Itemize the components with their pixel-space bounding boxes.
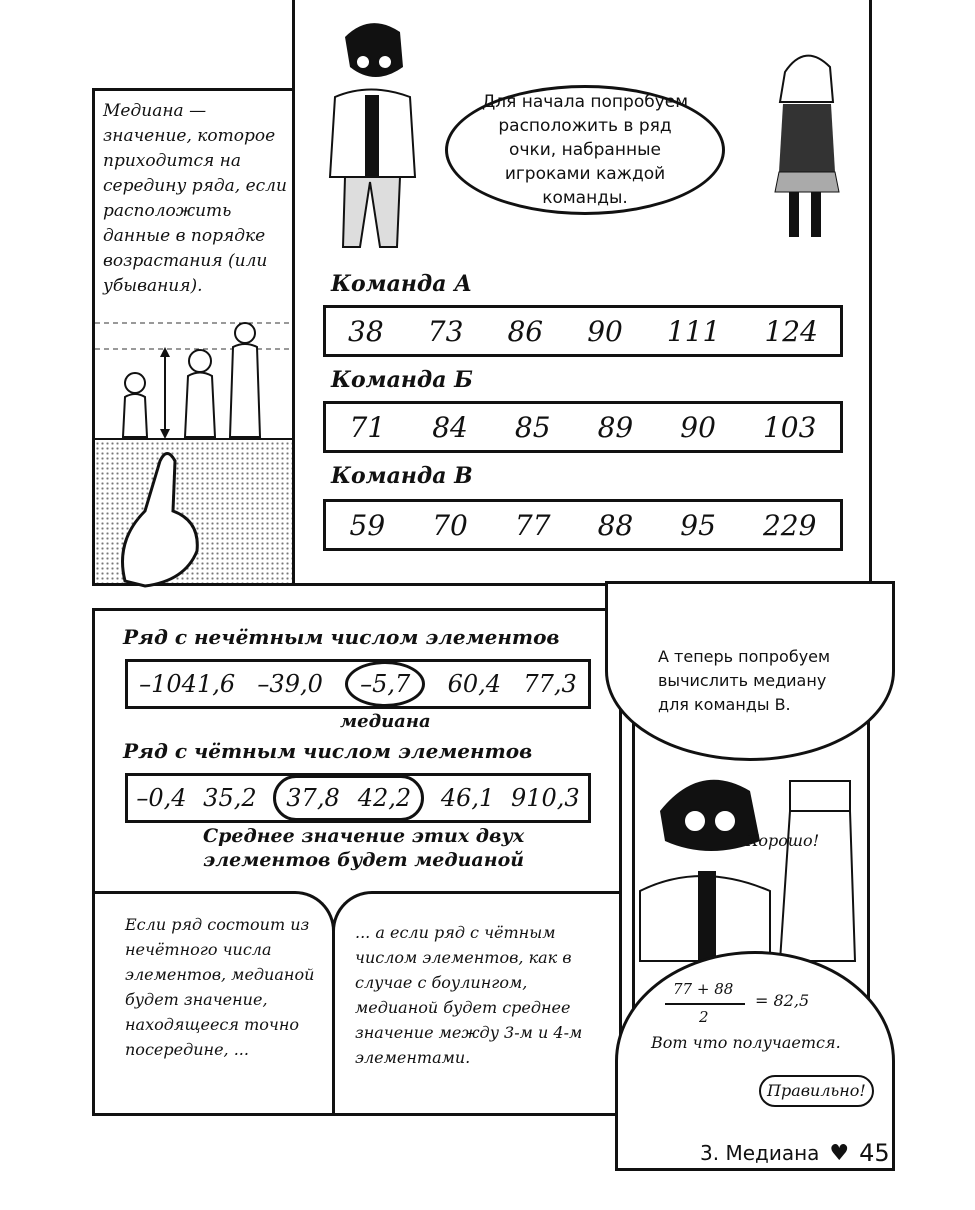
page-footer [700, 1138, 900, 1168]
team-c-value: 70 [432, 508, 468, 542]
median-label: медиана [340, 711, 431, 732]
team-b-value: 84 [432, 410, 468, 444]
explanation-box-left [95, 891, 335, 1113]
definition-text: Медиана — значение, которое приходится на середину ряда, если расположить данные в порядке возрастания (или убывания). [103, 101, 287, 296]
team-b-value: 71 [349, 410, 386, 444]
boy-character [315, 17, 435, 267]
team-a-label: Команда А [331, 271, 473, 297]
even-values-median-pair [273, 775, 424, 821]
team-c-value: 59 [349, 508, 386, 542]
odd-value: –39,0 [257, 670, 323, 698]
chapter-title: 3. Медиана [700, 1141, 820, 1165]
even-note-line1: Среднее значение этих двух [203, 825, 525, 847]
bubble-intro: Для начала попробуем расположить в ряд очки, набранные игроками каждой команды. [445, 85, 725, 215]
even-value: 37,8 [286, 784, 340, 812]
team-a-row [323, 305, 843, 357]
explanation-box-right [332, 891, 619, 1113]
fraction-numerator: 77 + 88 [673, 980, 734, 998]
page-number: 45 [859, 1139, 890, 1167]
even-value: –0,4 [136, 784, 187, 812]
girl-character [765, 42, 855, 242]
panel-definition [92, 88, 295, 586]
odd-value: 77,3 [523, 670, 577, 698]
fraction-result: = 82,5 [755, 991, 810, 1010]
even-value: 35,2 [203, 784, 257, 812]
odd-value: –1041,6 [139, 670, 236, 698]
heart-icon: ♥ [829, 1140, 850, 1166]
team-a-value: 90 [587, 314, 623, 348]
team-b-value: 103 [762, 410, 817, 444]
odd-value: 60,4 [447, 670, 502, 698]
team-c-label: Команда В [331, 463, 473, 489]
correct-text: Правильно! [759, 1075, 874, 1107]
odd-value-median: –5,7 [345, 661, 425, 707]
result-caption: Вот что получается. [651, 1033, 841, 1052]
even-row-label: Ряд с чётным числом элементов [123, 739, 533, 763]
panel-calculate [632, 608, 870, 1116]
team-a-value: 86 [507, 314, 544, 348]
boy-face-illustration [640, 761, 860, 961]
team-b-value: 85 [514, 410, 551, 444]
team-a-value: 38 [348, 314, 384, 348]
fraction-denominator: 2 [699, 1008, 709, 1026]
even-value: 910,3 [510, 784, 580, 812]
even-note-line2: элементов будет медианой [203, 849, 525, 871]
team-b-value: 90 [680, 410, 716, 444]
panel-odd-even [92, 608, 622, 1116]
team-c-row [323, 499, 843, 551]
team-b-row [323, 401, 843, 453]
explanation-odd-text: Если ряд состоит из нечётного числа элементов, медианой будет значение, находящееся точно посередине, ... [125, 915, 315, 1059]
team-c-value: 229 [762, 508, 817, 542]
explanation-even-text: ... а если ряд с чётным числом элементов, как в случае с боулингом, медианой будет среднее значение между 3-м и 4-м элементами. [355, 923, 583, 1067]
ok-text: Хорошо! [747, 831, 820, 850]
pointing-hand-illustration [105, 441, 225, 591]
team-a-value: 73 [427, 314, 464, 348]
odd-row-label: Ряд с нечётным числом элементов [123, 625, 560, 649]
team-b-label: Команда Б [331, 367, 473, 393]
bubble-calculate: А теперь попробуем вычислить медиану для команды В. [605, 581, 895, 761]
even-row [125, 773, 591, 823]
team-a-value: 124 [764, 314, 818, 348]
team-c-value: 95 [680, 508, 716, 542]
even-value: 42,2 [357, 784, 412, 812]
odd-row [125, 659, 591, 709]
team-c-value: 88 [597, 508, 634, 542]
team-c-value: 77 [514, 508, 551, 542]
even-value: 46,1 [440, 784, 495, 812]
team-b-value: 89 [597, 410, 634, 444]
panel-teams [292, 0, 872, 586]
team-a-value: 111 [666, 314, 721, 348]
